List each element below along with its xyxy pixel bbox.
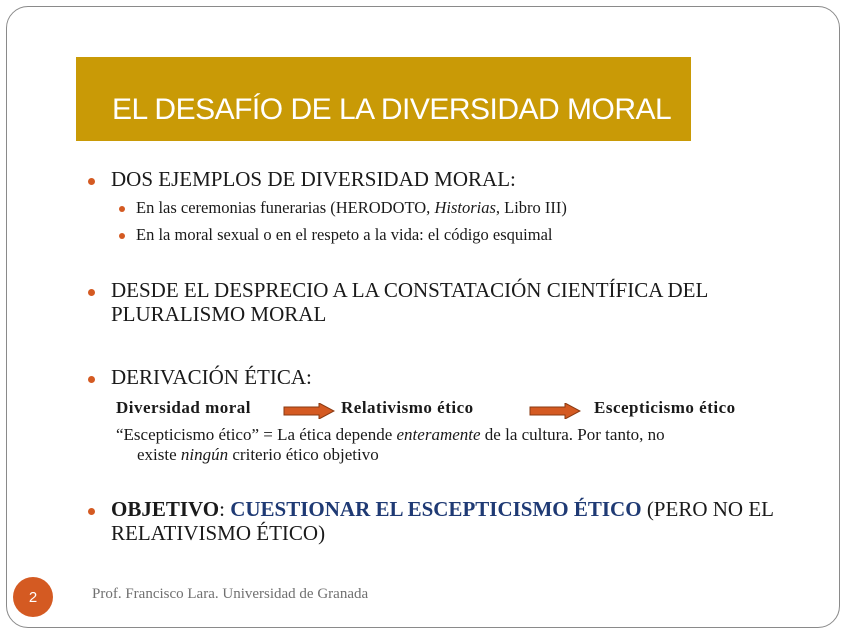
bullet-ejemplos: DOS EJEMPLOS DE DIVERSIDAD MORAL: bbox=[111, 167, 516, 191]
definition-line1 bbox=[116, 425, 665, 445]
historias-title: Historias bbox=[434, 198, 496, 217]
term-relativismo-etico: Relativismo ético bbox=[341, 398, 474, 417]
objetivo-rest: (PERO NO EL bbox=[641, 497, 774, 521]
bullet-derivacion: DERIVACIÓN ÉTICA: bbox=[111, 365, 312, 389]
objetivo-label: OBJETIVO bbox=[111, 497, 220, 521]
arrow-right-icon bbox=[283, 403, 335, 419]
definition-text: existe bbox=[137, 445, 181, 464]
sub-bullet-dot bbox=[119, 233, 125, 239]
footer-credit: Prof. Francisco Lara. Universidad de Granada bbox=[92, 586, 369, 602]
definition-emphasis: enteramente bbox=[396, 425, 481, 444]
definition-line2 bbox=[137, 445, 379, 465]
definition-text: “Escepticismo ético” = La ética depende bbox=[116, 425, 397, 444]
bullet-dot bbox=[88, 178, 95, 185]
objetivo-emphasis: CUESTIONAR EL ESCEPTICISMO ÉTICO bbox=[230, 497, 642, 521]
bullet-desprecio-line2: PLURALISMO MORAL bbox=[111, 302, 327, 326]
bullet-dot bbox=[88, 289, 95, 296]
term-diversidad-moral: Diversidad moral bbox=[116, 398, 252, 417]
arrow-right-icon bbox=[529, 403, 581, 419]
slide-title: EL DESAFÍO DE LA DIVERSIDAD MORAL bbox=[112, 93, 672, 126]
objetivo-colon: : bbox=[219, 497, 231, 521]
bullet-dot bbox=[88, 376, 95, 383]
definition-text-tail: de la cultura. Por tanto, no bbox=[480, 425, 665, 444]
sub-bullet-funerarias bbox=[136, 198, 567, 218]
term-escepticismo-etico: Escepticismo ético bbox=[594, 398, 736, 417]
bullet-dot bbox=[88, 508, 95, 515]
sub-bullet-funerarias-text: En las ceremonias funerarias (HERODOTO, bbox=[136, 198, 435, 217]
definition-emphasis: ningún bbox=[180, 445, 229, 464]
slide-number-badge: 2 bbox=[13, 577, 53, 617]
bullet-desprecio-line1: DESDE EL DESPRECIO A LA CONSTATACIÓN CIENTÍFICA DEL bbox=[111, 278, 709, 302]
definition-text-tail: criterio ético objetivo bbox=[228, 445, 379, 464]
bullet-objetivo-line2: RELATIVISMO ÉTICO) bbox=[111, 521, 326, 545]
bullet-objetivo-line1 bbox=[111, 497, 774, 522]
sub-bullet-dot bbox=[119, 206, 125, 212]
sub-bullet-funerarias-suffix: , Libro III) bbox=[495, 198, 567, 217]
sub-bullet-esquimal: En la moral sexual o en el respeto a la vida: el código esquimal bbox=[136, 225, 553, 244]
